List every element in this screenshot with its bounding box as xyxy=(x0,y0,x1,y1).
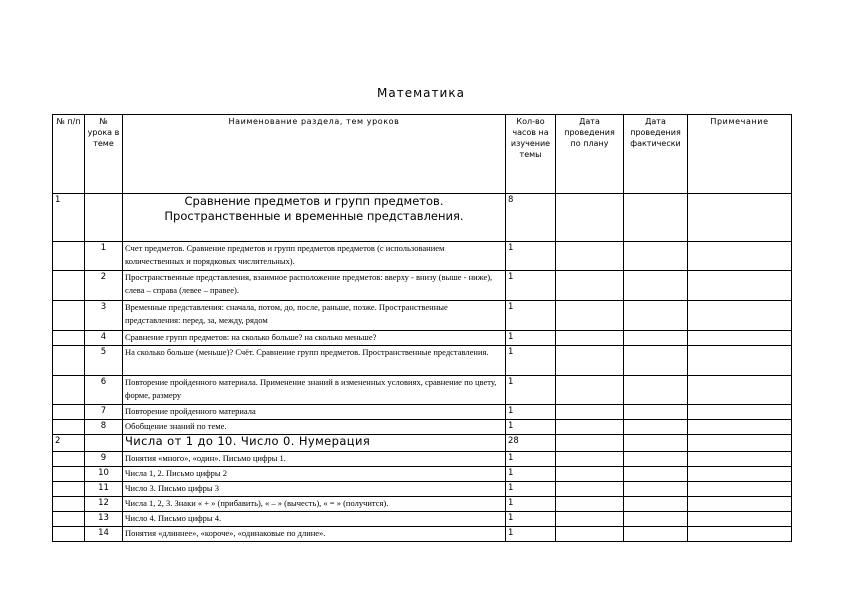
date-plan-cell xyxy=(556,331,624,346)
empty-cell xyxy=(53,482,85,497)
note-cell xyxy=(688,346,792,376)
lesson-title: Счет предметов. Сравнение предметов и групп предметов предметов (с использованием количественных и порядковых числительных). xyxy=(123,242,506,271)
lesson-num: 13 xyxy=(85,512,123,527)
empty-cell xyxy=(53,331,85,346)
section-hours: 8 xyxy=(506,194,556,242)
date-fact-cell xyxy=(624,497,688,512)
note-cell xyxy=(688,512,792,527)
note-cell xyxy=(688,467,792,482)
date-fact-cell xyxy=(624,331,688,346)
lesson-title: На сколько больше (меньше)? Счёт. Сравнение групп предметов. Пространственные представления. xyxy=(123,346,506,376)
note-cell xyxy=(688,420,792,435)
lesson-num: 2 xyxy=(85,271,123,301)
date-fact-cell xyxy=(624,242,688,271)
table-row xyxy=(53,346,792,376)
date-fact-cell xyxy=(624,301,688,331)
header-lesson-num: № урока в теме xyxy=(85,115,123,194)
date-plan-cell xyxy=(556,420,624,435)
date-plan-cell xyxy=(556,194,624,242)
table-row xyxy=(53,405,792,420)
date-fact-cell xyxy=(624,435,688,452)
date-fact-cell xyxy=(624,376,688,405)
date-fact-cell xyxy=(624,194,688,242)
lesson-title: Числа 1, 2, 3. Знаки « + » (прибавить), « – » (вычесть), « = » (получится). xyxy=(123,497,506,512)
lesson-num: 6 xyxy=(85,376,123,405)
date-fact-cell xyxy=(624,271,688,301)
date-plan-cell xyxy=(556,512,624,527)
section-num: 1 xyxy=(53,194,85,242)
header-date-plan: Дата проведения по плану xyxy=(556,115,624,194)
note-cell xyxy=(688,194,792,242)
section-title: Сравнение предметов и групп предметов. Пространственные и временные представления. xyxy=(123,194,506,242)
lesson-hours: 1 xyxy=(506,405,556,420)
lesson-plan-table xyxy=(52,114,792,542)
empty-cell xyxy=(53,271,85,301)
lesson-num: 3 xyxy=(85,301,123,331)
date-plan-cell xyxy=(556,301,624,331)
empty-cell xyxy=(53,527,85,542)
note-cell xyxy=(688,452,792,467)
note-cell xyxy=(688,331,792,346)
empty-cell xyxy=(53,346,85,376)
lesson-hours: 1 xyxy=(506,331,556,346)
date-fact-cell xyxy=(624,467,688,482)
lesson-title: Пространственные представления, взаимное расположение предметов: вверху - внизу (выше - ниже), слева – справа (левее – правее). xyxy=(123,271,506,301)
lesson-hours: 1 xyxy=(506,497,556,512)
lesson-hours: 1 xyxy=(506,482,556,497)
section-title: Числа от 1 до 10. Число 0. Нумерация xyxy=(123,435,506,452)
table-row xyxy=(53,376,792,405)
table-row xyxy=(53,301,792,331)
date-plan-cell xyxy=(556,405,624,420)
lesson-num: 7 xyxy=(85,405,123,420)
date-fact-cell xyxy=(624,482,688,497)
lesson-hours: 1 xyxy=(506,420,556,435)
date-fact-cell xyxy=(624,346,688,376)
date-plan-cell xyxy=(556,376,624,405)
section-row xyxy=(53,435,792,452)
table-row xyxy=(53,242,792,271)
lesson-hours: 1 xyxy=(506,346,556,376)
section-hours: 28 xyxy=(506,435,556,452)
lesson-hours: 1 xyxy=(506,376,556,405)
empty-cell xyxy=(53,452,85,467)
empty-cell xyxy=(53,376,85,405)
table-row xyxy=(53,271,792,301)
empty-cell xyxy=(53,242,85,271)
table-row xyxy=(53,452,792,467)
lesson-num: 4 xyxy=(85,331,123,346)
note-cell xyxy=(688,482,792,497)
note-cell xyxy=(688,527,792,542)
date-plan-cell xyxy=(556,527,624,542)
empty-cell xyxy=(53,512,85,527)
lesson-hours: 1 xyxy=(506,301,556,331)
note-cell xyxy=(688,376,792,405)
table-row xyxy=(53,512,792,527)
lesson-num: 11 xyxy=(85,482,123,497)
date-plan-cell xyxy=(556,271,624,301)
lesson-hours: 1 xyxy=(506,467,556,482)
date-fact-cell xyxy=(624,405,688,420)
note-cell xyxy=(688,497,792,512)
note-cell xyxy=(688,435,792,452)
lesson-title: Понятия «длиннее», «короче», «одинаковые по длине». xyxy=(123,527,506,542)
empty-cell xyxy=(85,435,123,452)
table-row xyxy=(53,527,792,542)
date-plan-cell xyxy=(556,346,624,376)
lesson-title: Повторение пройденного материала xyxy=(123,405,506,420)
lesson-hours: 1 xyxy=(506,452,556,467)
date-fact-cell xyxy=(624,452,688,467)
table-row xyxy=(53,497,792,512)
lesson-title: Понятия «много», «один». Письмо цифры 1. xyxy=(123,452,506,467)
section-row xyxy=(53,194,792,242)
lesson-num: 12 xyxy=(85,497,123,512)
date-plan-cell xyxy=(556,467,624,482)
lesson-num: 5 xyxy=(85,346,123,376)
lesson-title: Обобщение знаний по теме. xyxy=(123,420,506,435)
date-fact-cell xyxy=(624,527,688,542)
lesson-title: Число 3. Письмо цифры 3 xyxy=(123,482,506,497)
date-fact-cell xyxy=(624,512,688,527)
note-cell xyxy=(688,405,792,420)
lesson-num: 14 xyxy=(85,527,123,542)
lesson-title: Временные представления: сначала, потом, до, после, раньше, позже. Пространственные представления: перед, за, между, рядом xyxy=(123,301,506,331)
note-cell xyxy=(688,271,792,301)
date-plan-cell xyxy=(556,482,624,497)
header-hours: Кол-во часов на изучение темы xyxy=(506,115,556,194)
header-date-fact: Дата проведения фактически xyxy=(624,115,688,194)
document-title: Математика xyxy=(377,86,465,100)
date-plan-cell xyxy=(556,497,624,512)
empty-cell xyxy=(53,301,85,331)
note-cell xyxy=(688,301,792,331)
lesson-hours: 1 xyxy=(506,242,556,271)
header-note: Примечание xyxy=(688,115,792,194)
empty-cell xyxy=(53,420,85,435)
lesson-hours: 1 xyxy=(506,527,556,542)
date-plan-cell xyxy=(556,242,624,271)
date-plan-cell xyxy=(556,452,624,467)
lesson-hours: 1 xyxy=(506,271,556,301)
lesson-title: Числа 1, 2. Письмо цифры 2 xyxy=(123,467,506,482)
empty-cell xyxy=(85,194,123,242)
empty-cell xyxy=(53,497,85,512)
lesson-title: Число 4. Письмо цифры 4. xyxy=(123,512,506,527)
header-row xyxy=(53,115,792,194)
table-row xyxy=(53,467,792,482)
table-row xyxy=(53,420,792,435)
lesson-num: 8 xyxy=(85,420,123,435)
table-row xyxy=(53,482,792,497)
lesson-title: Сравнение групп предметов: на сколько больше? на сколько меньше? xyxy=(123,331,506,346)
header-num: № п/п xyxy=(53,115,85,194)
lesson-title: Повторение пройденного материала. Применение знаний в измененных условиях, сравнение по цвету, форме, размеру xyxy=(123,376,506,405)
lesson-hours: 1 xyxy=(506,512,556,527)
header-title: Наименование раздела, тем уроков xyxy=(123,115,506,194)
date-plan-cell xyxy=(556,435,624,452)
lesson-num: 1 xyxy=(85,242,123,271)
section-num: 2 xyxy=(53,435,85,452)
lesson-num: 9 xyxy=(85,452,123,467)
date-fact-cell xyxy=(624,420,688,435)
empty-cell xyxy=(53,405,85,420)
lesson-num: 10 xyxy=(85,467,123,482)
note-cell xyxy=(688,242,792,271)
table-row xyxy=(53,331,792,346)
empty-cell xyxy=(53,467,85,482)
